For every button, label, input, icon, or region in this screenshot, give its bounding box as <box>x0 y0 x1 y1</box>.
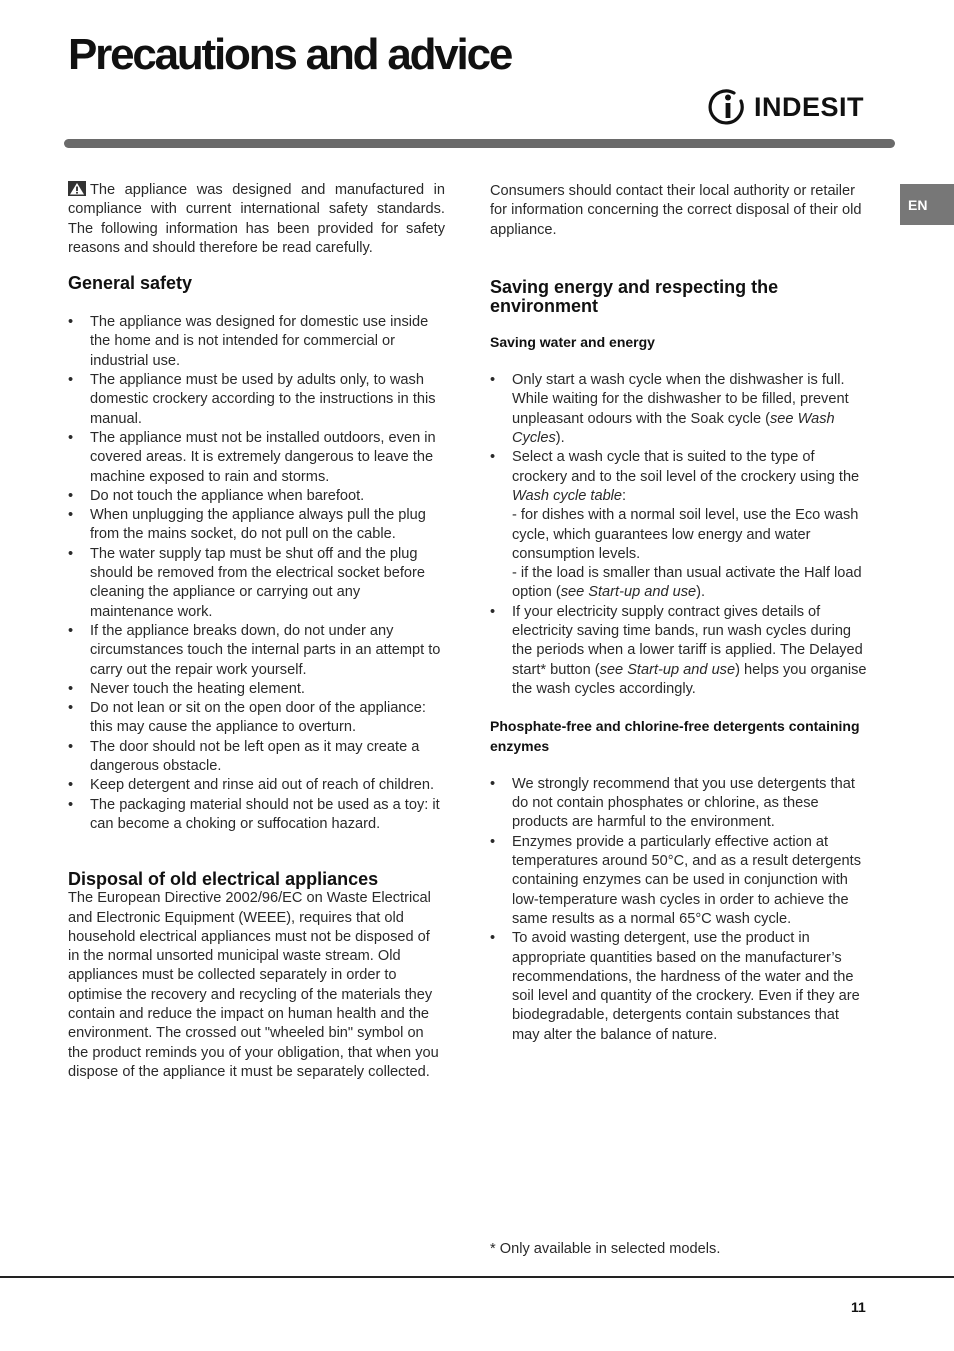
detergents-list <box>490 775 867 1045</box>
list-item: • Do not touch the appliance when barefoot. <box>68 487 445 506</box>
consumers-paragraph: Consumers should contact their local authority or retailer for information concerning the correct disposal of their old appliance. <box>490 183 862 238</box>
list-item: • The packaging material should not be used as a toy: it can become a choking or suffocation hazard. <box>68 796 445 835</box>
header-rule <box>64 139 895 148</box>
list-item: • Select a wash cycle that is suited to the type of crockery and to the soil level of the crockery using the Wash cycle table: - for dishes with a normal soil level, use the Eco wash cycle, which guarantees low energy and water consumption levels. - if the load is smaller than usual activate the Half load option (see Start-up and use). <box>490 448 867 602</box>
saving-energy-heading: Saving energy and respecting the environment <box>490 276 779 316</box>
left-column <box>68 181 445 1082</box>
language-tab: EN <box>900 184 954 225</box>
list-item: • To avoid wasting detergent, use the product in appropriate quantities based on the manufacturer’s recommendations, the hardness of the water and the soil level and quantity of the crockery. Even if they are biodegradable, detergents contain substances that may alter the balance of nature. <box>490 929 867 1045</box>
list-item: • If your electricity supply contract gives details of electricity saving time bands, run wash cycles during the periods when a lower tariff is applied. The Delayed start* button (see Start-up and use) helps you organise the wash cycles accordingly. <box>490 603 867 699</box>
footnote: * Only available in selected models. <box>490 1241 721 1257</box>
list-item: • The appliance was designed for domestic use inside the home and is not intended for commercial or industrial use. <box>68 313 445 371</box>
list-item: • The appliance must not be installed outdoors, even in covered areas. It is extremely dangerous to leave the machine exposed to rain and storms. <box>68 429 445 487</box>
saving-water-subheading: Saving water and energy <box>490 333 655 350</box>
list-item: • Do not lean or sit on the open door of the appliance: this may cause the appliance to overturn. <box>68 699 445 738</box>
list-item: • Keep detergent and rinse aid out of reach of children. <box>68 776 445 795</box>
list-item: • The water supply tap must be shut off and the plug should be removed from the electrical socket before cleaning the appliance or carrying out any maintenance work. <box>68 545 445 622</box>
right-column <box>490 182 867 1045</box>
list-item: • Never touch the heating element. <box>68 680 445 699</box>
general-safety-heading: General safety <box>68 273 193 294</box>
intro-text: The appliance was designed and manufactured in compliance with current international safety standards. The following information has been provided for safety reasons and should therefore be read carefully. <box>68 182 445 256</box>
saving-water-list <box>490 371 867 699</box>
footer-rule <box>0 1276 954 1278</box>
list-item: • Only start a wash cycle when the dishwasher is full. While waiting for the dishwasher to be filled, prevent unpleasant odours with the Soak cycle (see Wash Cycles). <box>490 371 867 448</box>
list-item: • When unplugging the appliance always pull the plug from the mains socket, do not pull on the cable. <box>68 506 445 545</box>
list-item: • The appliance must be used by adults only, to wash domestic crockery according to the instructions in this manual. <box>68 371 445 429</box>
intro-paragraph <box>68 181 445 258</box>
logo-text: INDESIT <box>754 91 865 122</box>
page-number: 11 <box>851 1299 866 1315</box>
list-item: • The door should not be left open as it may create a dangerous obstacle. <box>68 738 445 777</box>
indesit-i-circle-icon <box>708 87 748 127</box>
warning-triangle-icon <box>68 181 86 196</box>
list-item: • Enzymes provide a particularly effective action at temperatures around 50°C, and as a result detergents containing enzymes can be used in conjunction with low-temperature wash cycles in order to achieve the same results as a normal 65°C wash cycle. <box>490 833 867 929</box>
disposal-paragraph: The European Directive 2002/96/EC on Waste Electrical and Electronic Equipment (WEEE), requires that old household electrical appliances must not be disposed of in the normal unsorted municipal waste stream. Old appliances must be collected separately in order to optimise the recovery and recycling of the materials they contain and reduce the impact on human health and the environment. The crossed out "wheeled bin" symbol on the product reminds you of your obligation, that when you dispose of the appliance it must be separately collected. <box>68 890 439 1080</box>
list-item: • If the appliance breaks down, do not under any circumstances touch the internal parts in an attempt to carry out the repair work yourself. <box>68 622 445 680</box>
disposal-heading: Disposal of old electrical appliances <box>68 869 379 890</box>
brand-logo <box>708 86 864 128</box>
list-item: • We strongly recommend that you use detergents that do not contain phosphates or chlorine, as these products are harmful to the environment. <box>490 775 867 833</box>
general-safety-list <box>68 313 445 834</box>
page-title: Precautions and advice <box>68 30 512 79</box>
detergents-subheading: Phosphate-free and chlorine-free detergents containing enzymes <box>490 718 860 754</box>
